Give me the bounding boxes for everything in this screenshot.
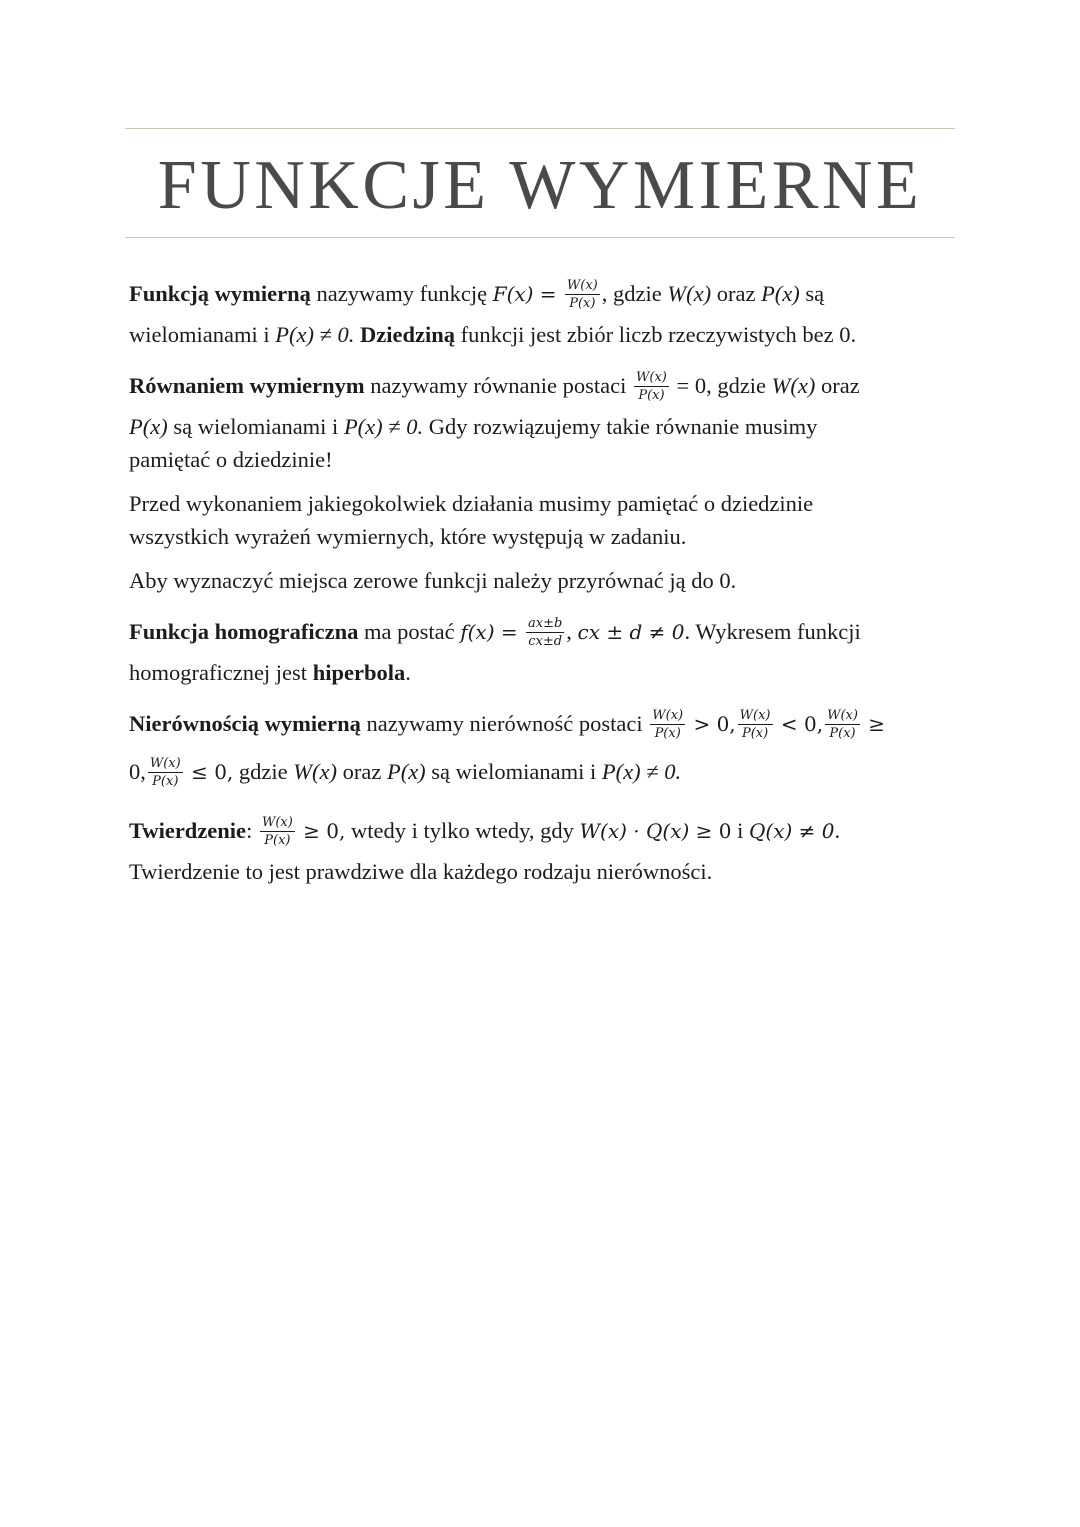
text: wielomianami i: [129, 322, 276, 347]
text: homograficznej jest: [129, 660, 313, 685]
math-italic: W(x): [771, 373, 816, 398]
fraction: [260, 814, 295, 849]
term-bold: Równaniem wymiernym: [129, 373, 365, 398]
text: oraz: [815, 373, 860, 398]
fraction-denominator: P(x): [569, 296, 596, 312]
fraction-numerator: W(x): [261, 815, 293, 831]
paragraph-domain-note: [129, 487, 959, 553]
page-title: FUNKCJE WYMIERNE: [157, 147, 923, 224]
text: funkcji jest zbiór liczb rzeczywistych bez 0.: [455, 322, 857, 347]
math-relation: ≥: [861, 712, 886, 736]
document-body: [129, 270, 959, 899]
paragraph-line: [129, 608, 959, 656]
fraction-numerator: ax±b: [527, 616, 563, 632]
math-italic: P(x): [129, 414, 168, 439]
math-expression: cx ± d ≠ 0: [577, 620, 685, 644]
math-relation: ≤ 0,: [184, 760, 234, 784]
fraction-numerator: W(x): [636, 370, 667, 386]
fraction-denominator: P(x): [152, 774, 179, 790]
fraction-numerator: W(x): [566, 278, 598, 294]
text: oraz: [711, 281, 762, 306]
text: wtedy i tylko wtedy, gdy: [345, 818, 580, 843]
text: nazywamy nierówność postaci: [360, 711, 649, 736]
paragraph-line: [129, 318, 959, 351]
fraction-denominator: P(x): [638, 388, 665, 404]
term-bold: Twierdzenie: [129, 818, 247, 843]
paragraph-line: [129, 656, 959, 689]
term-bold: Nierównością wymierną: [129, 711, 361, 736]
paragraph-line: [129, 700, 959, 748]
term-bold: Funkcja homograficzna: [129, 619, 359, 644]
text: .: [405, 660, 411, 685]
text: są: [799, 281, 825, 306]
fraction-numerator: W(x): [149, 756, 181, 772]
fraction: [650, 707, 685, 742]
paragraph-line: [129, 748, 959, 796]
math-italic: P(x) ≠ 0.: [601, 759, 682, 784]
text: gdzie: [233, 759, 294, 784]
text: i: [731, 818, 750, 843]
paragraph-line: Aby wyznaczyć miejsca zerowe funkcji należy przyrównać ją do 0.: [129, 568, 737, 593]
fraction-numerator: W(x): [739, 708, 771, 724]
math-expression: W(x) · Q(x): [579, 819, 690, 843]
fraction: [634, 369, 669, 404]
paragraph-line: [129, 362, 959, 410]
text: oraz: [336, 759, 387, 784]
paragraph-rational-inequality: [129, 700, 959, 796]
paragraph-rational-function: [129, 270, 959, 351]
math-italic: W(x): [293, 759, 337, 784]
fraction-denominator: P(x): [264, 833, 291, 849]
fraction-denominator: P(x): [654, 726, 681, 742]
paragraph-line: [129, 270, 959, 318]
paragraph-theorem: [129, 807, 959, 888]
math-italic: W(x): [667, 281, 712, 306]
text: . Wykresem funkcji: [684, 619, 861, 644]
fraction: [738, 707, 773, 742]
fraction: [825, 707, 860, 742]
paragraph-line: [129, 410, 959, 443]
paragraph-line: [129, 443, 959, 476]
text: ma postać: [358, 619, 461, 644]
paragraph-line: wszystkich wyrażeń wymiernych, które występują w zadaniu.: [129, 524, 687, 549]
paragraph-line: Przed wykonaniem jakiegokolwiek działania musimy pamiętać o dziedzinie: [129, 491, 814, 516]
text: nazywamy funkcję: [310, 281, 493, 306]
fraction-denominator: P(x): [829, 726, 856, 742]
fraction: [526, 615, 564, 650]
text: :: [246, 818, 253, 843]
paragraph-zeros: [129, 564, 959, 597]
term-bold: Dziedziną: [360, 322, 456, 347]
text: , gdzie: [601, 281, 668, 306]
math-expression: F(x) =: [492, 282, 563, 306]
paragraph-line: Twierdzenie to jest prawdziwe dla każdego rodzaju nierówności.: [129, 859, 713, 884]
fraction: [565, 277, 600, 312]
math-relation: > 0,: [687, 712, 736, 736]
math-relation: ≥ 0,: [296, 819, 346, 843]
text: Gdy rozwiązujemy takie równanie musimy: [423, 414, 818, 439]
paragraph-homographic: [129, 608, 959, 689]
text: ,: [566, 619, 578, 644]
text: są wielomianami i: [425, 759, 602, 784]
math-italic: P(x) ≠ 0.: [343, 414, 424, 439]
fraction-numerator: W(x): [652, 708, 684, 724]
title-top-rule: [125, 128, 955, 129]
text: są wielomianami i: [167, 414, 344, 439]
math-italic: P(x) ≠ 0.: [275, 322, 355, 347]
fraction-denominator: P(x): [741, 726, 769, 742]
paragraph-rational-equation: [129, 362, 959, 476]
math-relation: ≥ 0: [689, 819, 732, 843]
term-bold: Funkcją wymierną: [129, 281, 311, 306]
text: .: [834, 818, 841, 843]
text: nazywamy równanie postaci: [364, 373, 633, 398]
paragraph-line: [129, 807, 959, 855]
text: pamiętać o dziedzinie!: [129, 447, 333, 472]
math-italic: P(x): [386, 759, 426, 784]
math-expression: f(x) =: [460, 620, 524, 644]
math-relation: < 0,: [774, 712, 824, 736]
term-bold: hiperbola: [312, 660, 406, 685]
math-italic: P(x): [761, 281, 800, 306]
fraction: [148, 755, 183, 790]
title-bottom-rule: [125, 237, 955, 238]
fraction-numerator: W(x): [827, 708, 858, 724]
text: = 0, gdzie: [670, 373, 772, 398]
fraction-denominator: cx±d: [528, 634, 563, 650]
math-expression: Q(x) ≠ 0: [749, 819, 835, 843]
text: 0,: [129, 759, 146, 784]
